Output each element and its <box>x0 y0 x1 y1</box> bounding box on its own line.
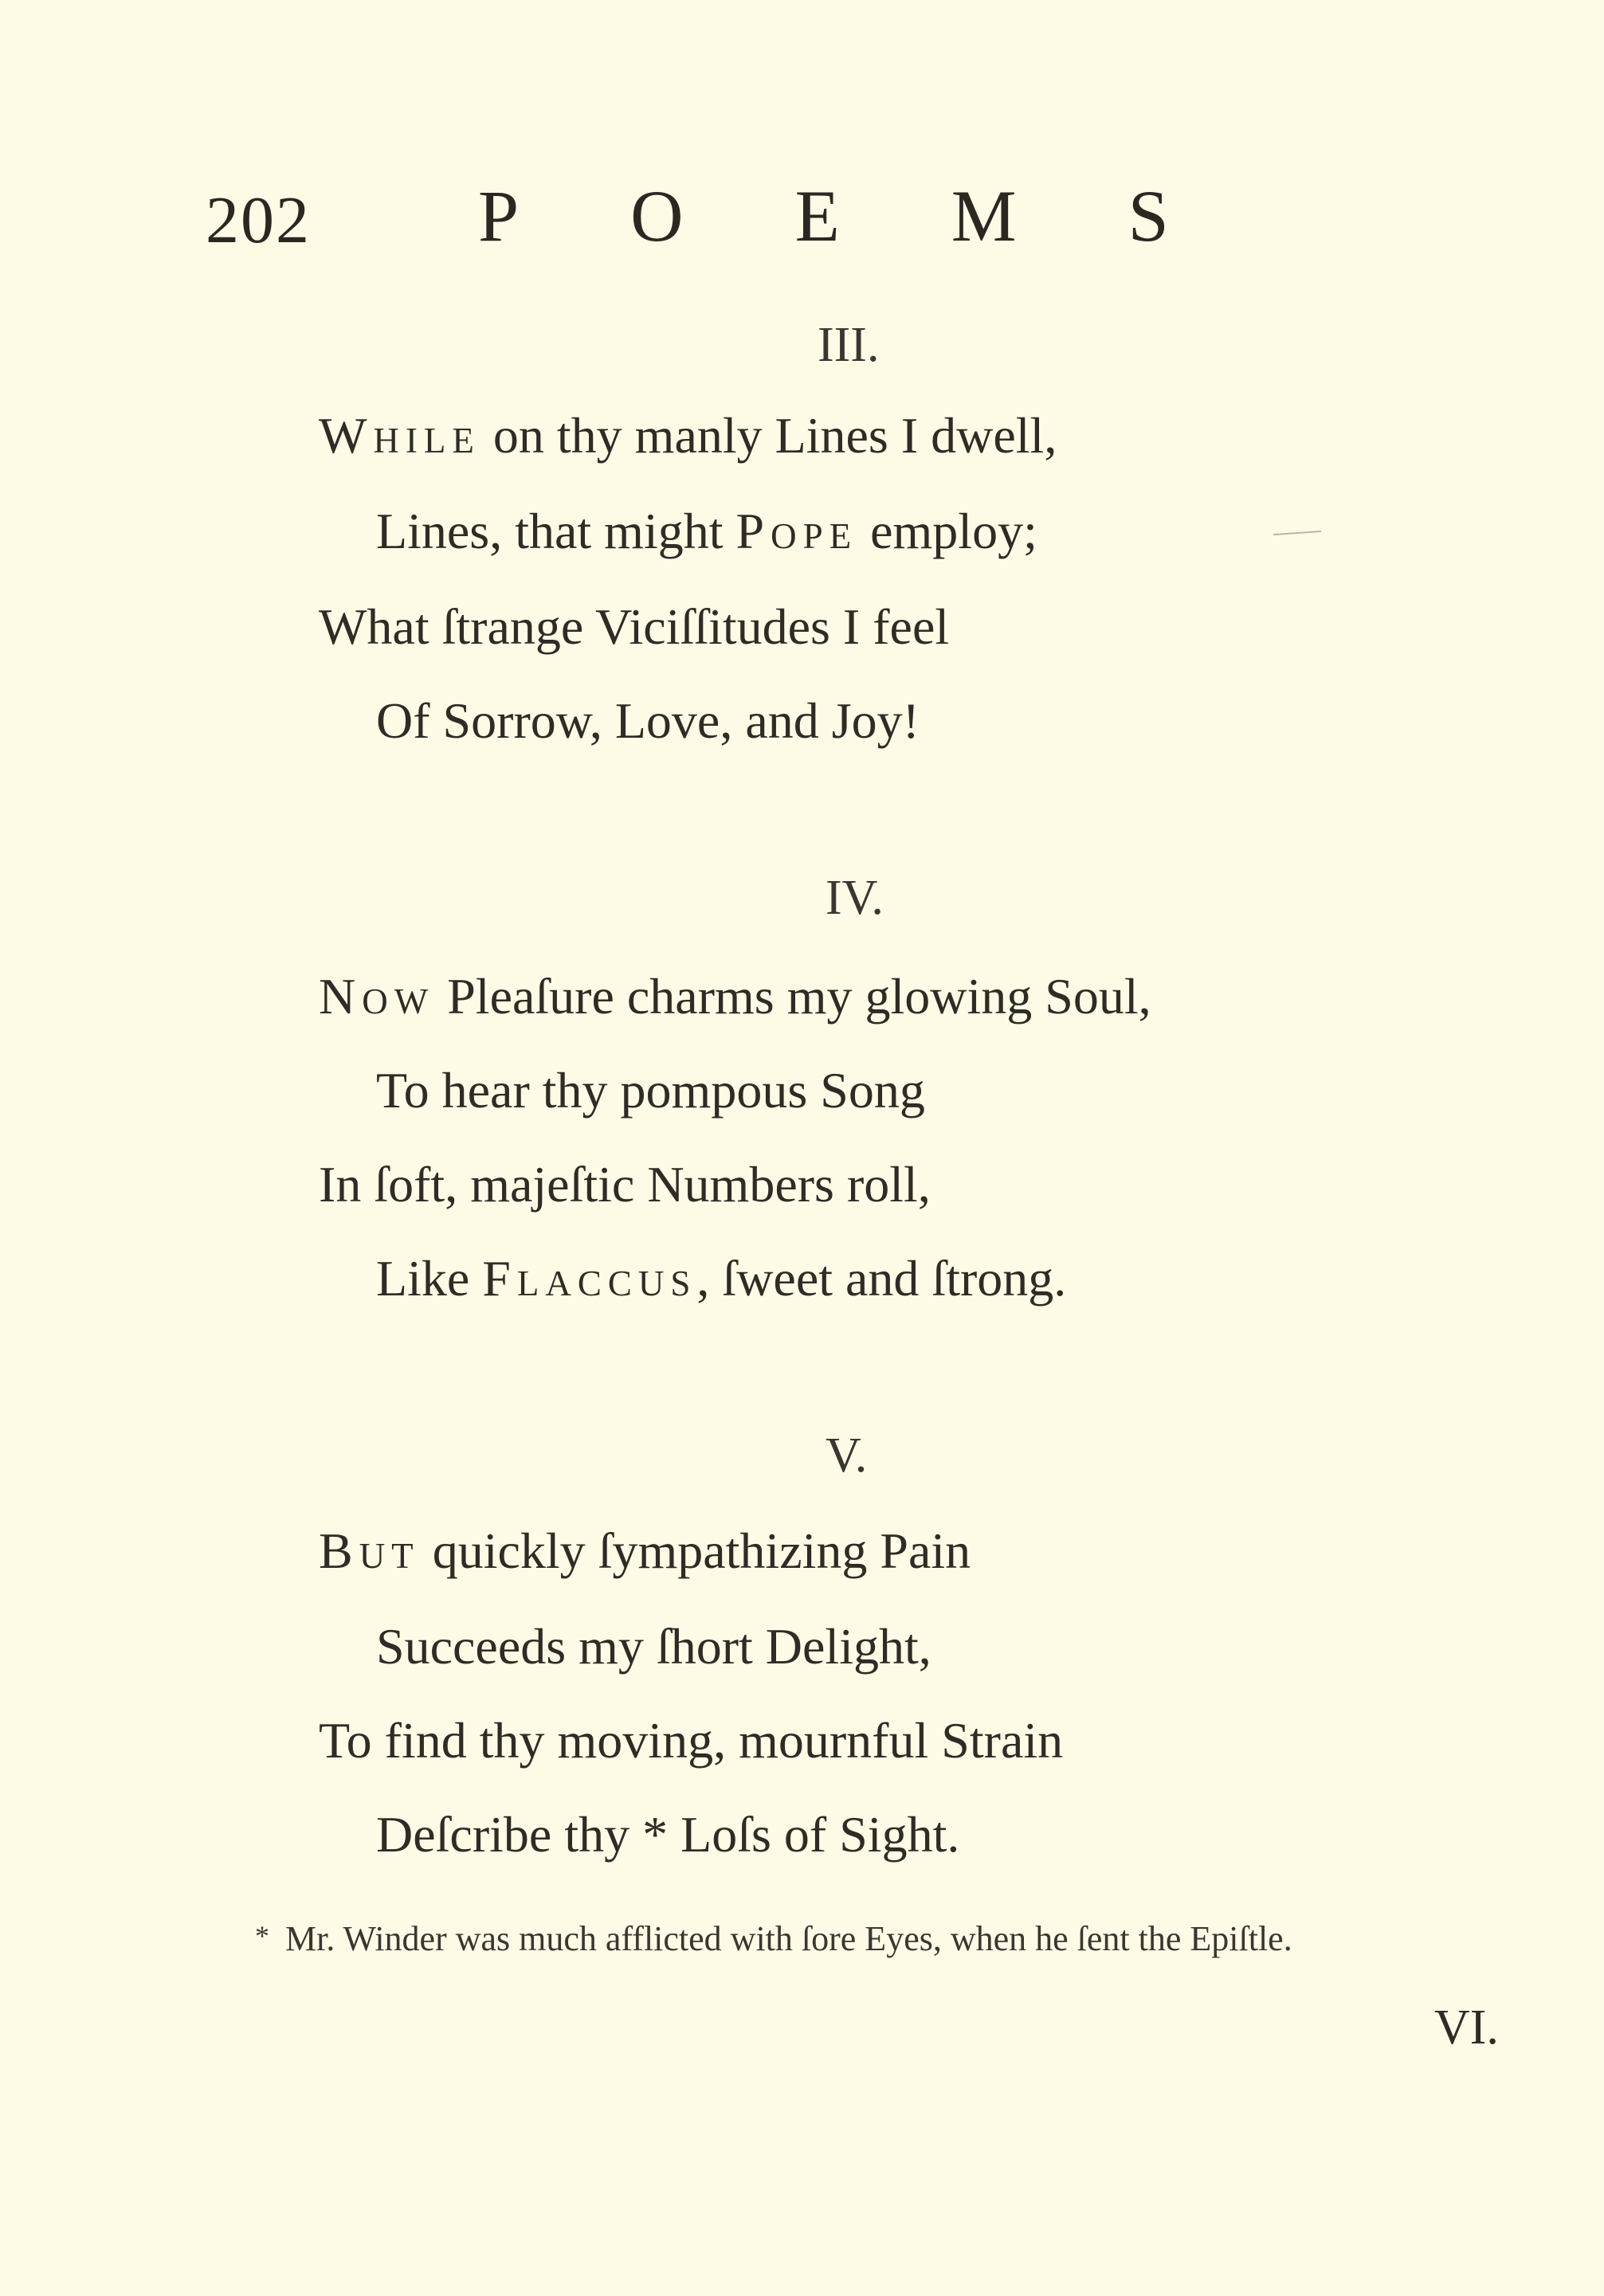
verse-line <box>319 967 1151 1026</box>
footnote-mark: * <box>255 1920 269 1952</box>
page-number: 202 <box>206 183 311 257</box>
stanza-number-iv: IV. <box>826 871 884 925</box>
stray-pen-mark <box>1273 531 1321 535</box>
verse-line: In ſoft, majeſtic Numbers roll, <box>319 1156 931 1213</box>
footnote <box>255 1918 1292 1959</box>
verse-text: , ſweet and ſtrong. <box>696 1250 1067 1307</box>
verse-name-pope: Pope <box>735 503 858 559</box>
verse-line: What ſtrange Viciſſitudes I feel <box>319 598 950 655</box>
verse-line: Deſcribe thy * Loſs of Sight. <box>376 1806 960 1863</box>
verse-lead-word: Now <box>319 968 435 1025</box>
verse-line: To find thy moving, mournful Strain <box>319 1712 1064 1769</box>
verse-line <box>376 502 1037 561</box>
verse-line <box>376 1249 1066 1308</box>
verse-lead-word: While <box>319 407 480 464</box>
stanza-number-v: V. <box>826 1428 868 1483</box>
catchword: VI. <box>1434 2000 1499 2055</box>
running-title: POEMS <box>478 175 1280 257</box>
footnote-text: Mr. Winder was much afflicted with ſore Eyes, when he ſent the Epiſtle. <box>285 1919 1292 1958</box>
verse-line <box>319 406 1057 465</box>
verse-line <box>319 1522 971 1581</box>
stanza-number-iii: III. <box>818 318 880 372</box>
verse-line: Of Sorrow, Love, and Joy! <box>376 692 920 749</box>
verse-text: quickly ſympathizing Pain <box>419 1522 971 1579</box>
verse-text: Like <box>376 1250 483 1307</box>
verse-text: employ; <box>857 503 1037 559</box>
verse-line: Succeeds my ſhort Delight, <box>376 1618 931 1675</box>
verse-lead-word: But <box>319 1522 420 1579</box>
verse-text: on thy manly Lines I dwell, <box>480 407 1057 464</box>
verse-name-flaccus: Flaccus <box>482 1250 697 1307</box>
verse-text: Lines, that might <box>376 503 736 559</box>
verse-text: Pleaſure charms my glowing Soul, <box>434 968 1151 1025</box>
verse-line: To hear thy pompous Song <box>376 1062 925 1119</box>
